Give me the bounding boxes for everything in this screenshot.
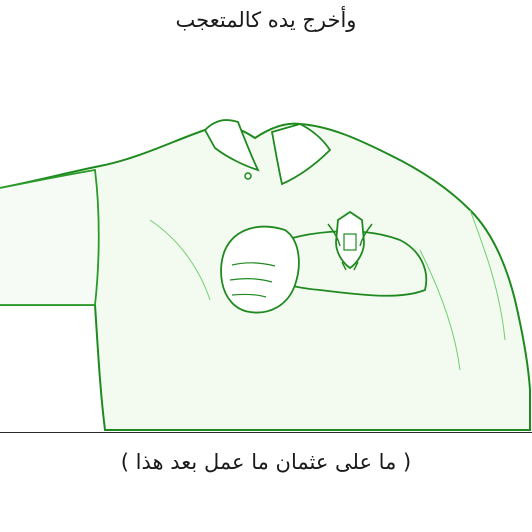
caption-top: وأخرج يده كالمتعجب [175, 8, 357, 32]
hand [221, 227, 299, 313]
ground-line [0, 432, 532, 433]
left-arm [0, 170, 99, 305]
sketch-illustration [0, 100, 532, 435]
caption-bottom: ( ما على عثمان ما عمل بعد هذا ) [120, 450, 412, 474]
